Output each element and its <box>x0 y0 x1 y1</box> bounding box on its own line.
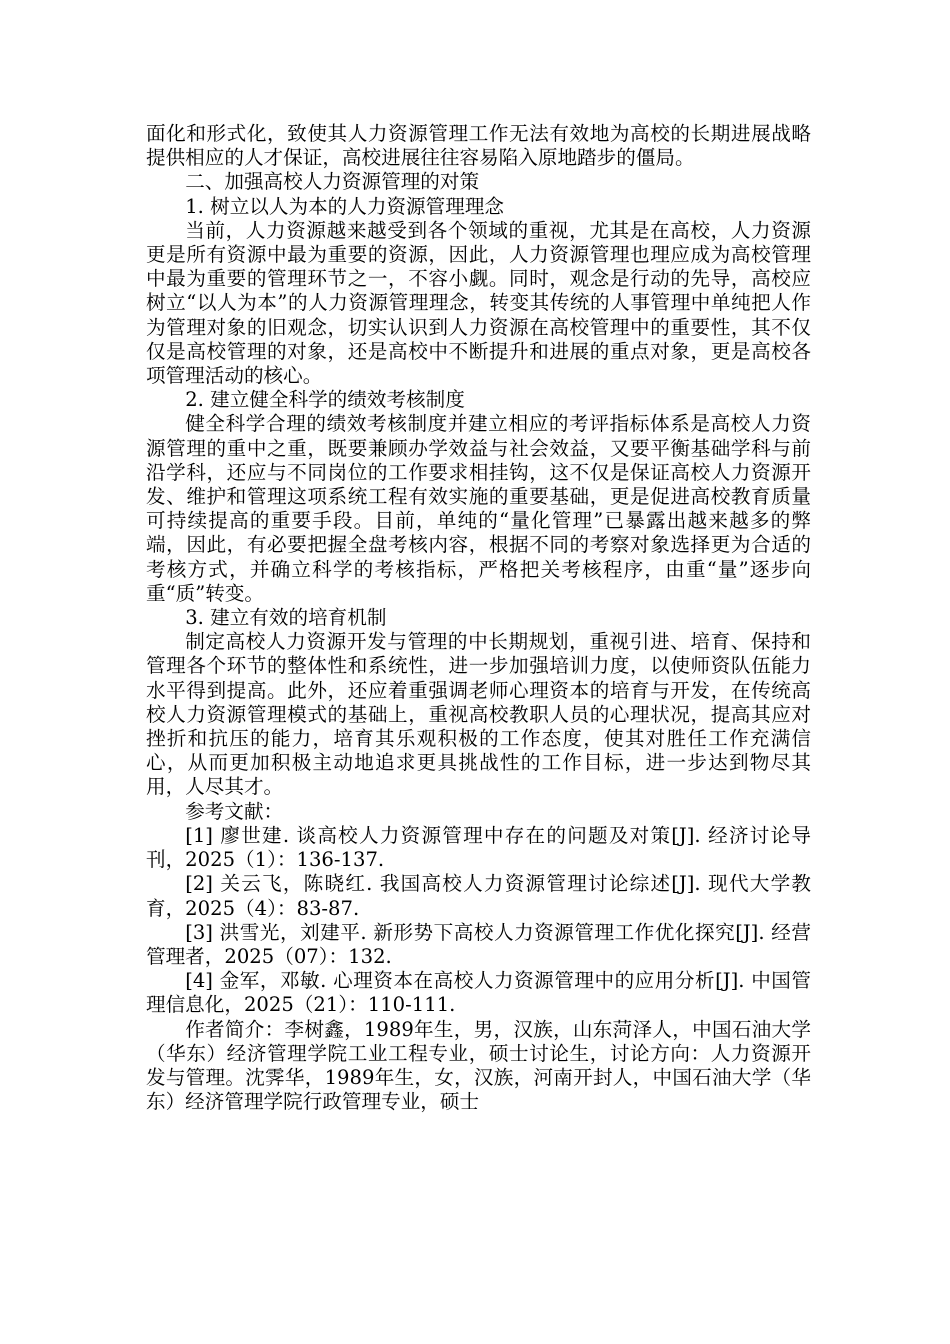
subheading-training-mechanism: 3. 建立有效的培育机制 <box>185 606 387 630</box>
paragraph-performance-appraisal: 健全科学合理的绩效考核制度并建立相应的考评指标体系是高校人力资源管理的重中之重，既要兼顾办学效益与社会效益，又要平衡基础学科与前沿学科，还应与不同岗位的工作要求相挂钩，这不仅是保证高校人力资源开发、维护和管理这项系统工程有效实施的重要基础，更是促进高校教育质量可持续提高的重要手段。目前，单纯的“量化管理”已暴露出越来越多的弊端，因此，有必要把握全盘考核内容，根据不同的考察对象选择更为合适的考核方式，并确立科学的考核指标，严格把关考核程序，由重“量”逐步向重“质”转变。 <box>146 412 811 605</box>
reference-item-2: [2] 关云飞，陈晓红. 我国高校人力资源管理讨论综述[J]. 现代大学教育，2025（4）：83-87. <box>146 872 811 920</box>
subheading-performance-appraisal: 2. 建立健全科学的绩效考核制度 <box>185 388 465 412</box>
reference-item-3: [3] 洪雪光，刘建平. 新形势下高校人力资源管理工作优化探究[J]. 经营管理者，2025（07）：132. <box>146 920 811 968</box>
section-heading-countermeasures: 二、加强高校人力资源管理的对策 <box>185 170 480 194</box>
paragraph-training-mechanism: 制定高校人力资源开发与管理的中长期规划，重视引进、培育、保持和管理各个环节的整体性和系统性，进一步加强培训力度，以使师资队伍能力水平得到提高。此外，还应着重强调老师心理资本的培育与开发，在传统高校人力资源管理模式的基础上，重视高校教职人员的心理状况，提高其应对挫折和抗压的能力，培育其乐观积极的工作态度，使其对胜任工作充满信心，从而更加积极主动地追求更具挑战性的工作目标，进一步达到物尽其用，人尽其才。 <box>146 630 811 799</box>
paragraph-continued: 面化和形式化，致使其人力资源管理工作无法有效地为高校的长期进展战略提供相应的人才保证，高校进展往往容易陷入原地踏步的僵局。 <box>146 122 811 170</box>
paragraph-people-oriented: 当前，人力资源越来越受到各个领域的重视，尤其是在高校，人力资源更是所有资源中最为重要的资源，因此，人力资源管理也理应成为高校管理中最为重要的管理环节之一，不容小觑。同时，观念是行动的先导，高校应树立“以人为本”的人力资源管理理念，转变其传统的人事管理中单纯把人作为管理对象的旧观念，切实认识到人力资源在高校管理中的重要性，其不仅仅是高校管理的对象，还是高校中不断提升和进展的重点对象，更是高校各项管理活动的核心。 <box>146 218 811 388</box>
reference-item-1: [1] 廖世建. 谈高校人力资源管理中存在的问题及对策[J]. 经济讨论导刊，2025（1）：136-137. <box>146 823 811 872</box>
reference-item-4: [4] 金军，邓敏. 心理资本在高校人力资源管理中的应用分析[J]. 中国管理信息化，2025（21）：110-111. <box>146 969 811 1017</box>
author-bio: 作者简介：李树鑫，1989年生，男，汉族，山东菏泽人，中国石油大学（华东）经济管理学院工业工程专业，硕士讨论生，讨论方向：人力资源开发与管理。沈霁华，1989年生，女，汉族，河南开封人，中国石油大学（华东）经济管理学院行政管理专业，硕士 <box>146 1017 811 1114</box>
references-heading: 参考文献： <box>185 799 284 823</box>
subheading-people-oriented: 1. 树立以人为本的人力资源管理理念 <box>185 194 505 218</box>
document-page <box>146 122 811 1114</box>
